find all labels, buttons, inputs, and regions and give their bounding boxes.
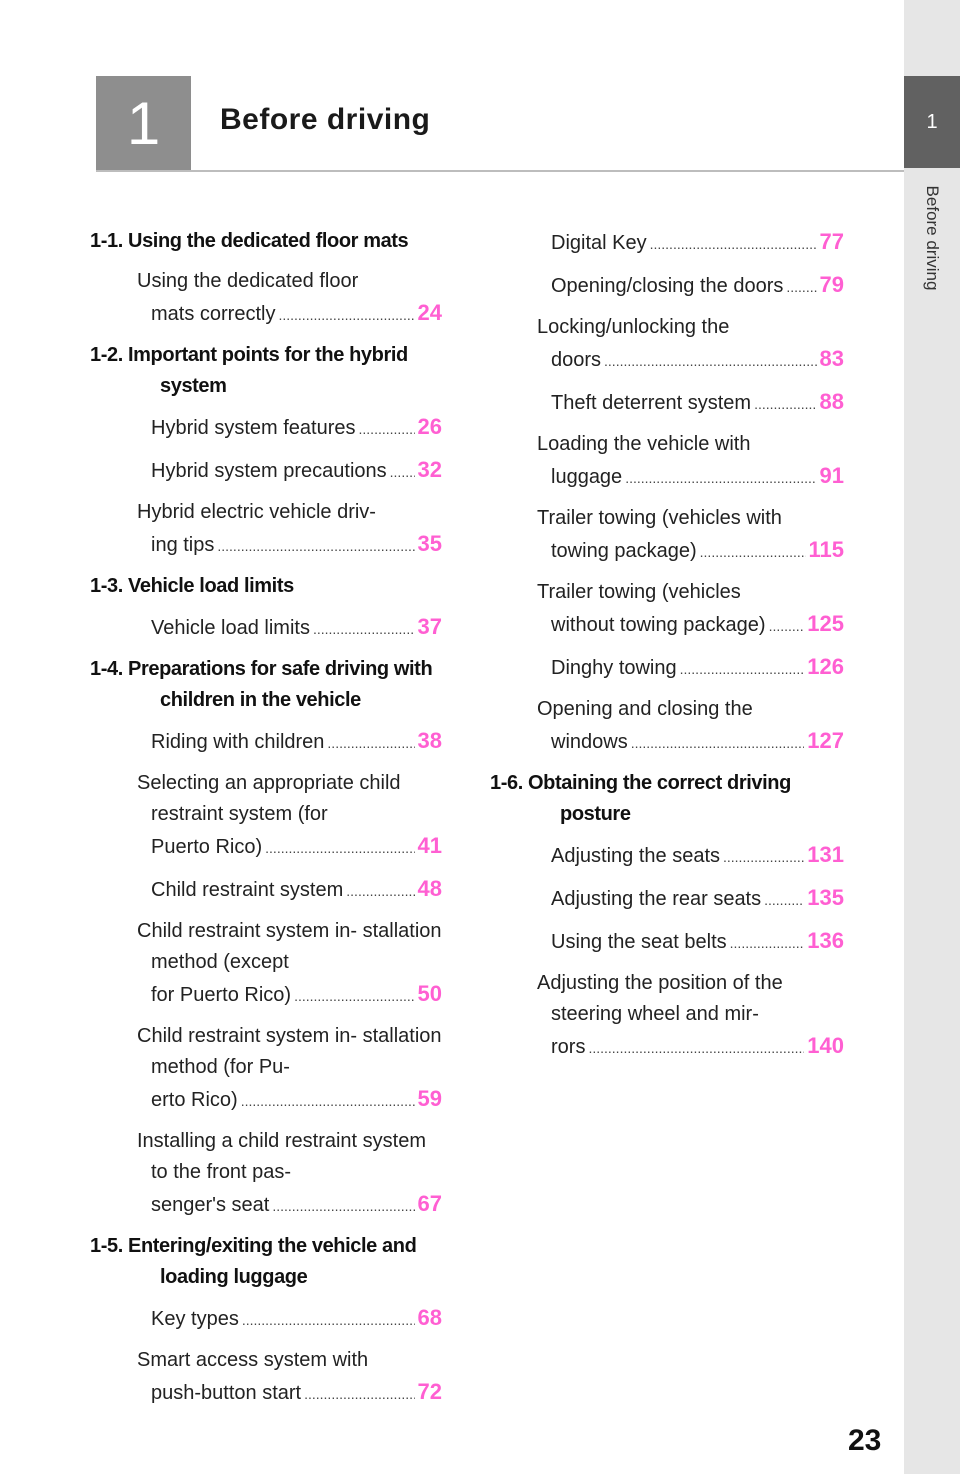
toc-page-link[interactable]: 125 — [807, 611, 844, 636]
toc-entry-title: Child restraint system — [151, 879, 344, 901]
side-chapter-tab[interactable]: 1 — [904, 76, 960, 168]
toc-entry[interactable] — [537, 839, 844, 873]
toc-entry-line — [551, 725, 844, 759]
toc-entry[interactable] — [537, 386, 844, 420]
side-chapter-label: Before driving — [923, 185, 942, 291]
toc-page-link[interactable]: 37 — [417, 614, 442, 639]
toc-entry-title: Adjusting the seats — [551, 845, 720, 867]
toc-entry[interactable] — [137, 916, 442, 1012]
toc-entry[interactable] — [537, 269, 844, 303]
toc-entry-line — [551, 343, 844, 377]
toc-entry-title: mats correctly — [151, 303, 276, 325]
toc-entry-title: Hybrid system features — [151, 417, 356, 439]
toc-page-link[interactable]: 67 — [417, 1191, 442, 1216]
toc-entry[interactable] — [137, 873, 442, 907]
toc-entry-title-lead: Opening and closing the — [537, 698, 753, 720]
dot-leader — [680, 654, 805, 685]
toc-entry[interactable] — [137, 1126, 442, 1222]
toc-section-heading[interactable]: 1-5. Entering/exiting the vehicle and loading luggage — [90, 1235, 417, 1288]
toc-entry-title: erto Rico) — [151, 1089, 238, 1111]
toc-entry-title-lead: Locking/unlocking the — [537, 316, 730, 338]
toc-page-link[interactable]: 91 — [819, 463, 844, 488]
dot-leader — [625, 463, 816, 494]
toc-entry[interactable] — [537, 925, 844, 959]
toc-entry-line — [551, 226, 844, 260]
toc-entry-line — [551, 882, 844, 916]
dot-leader — [700, 537, 806, 568]
toc-entry-title-lead: Loading the vehicle with — [537, 433, 751, 455]
page-number: 23 — [848, 1424, 882, 1457]
dot-leader — [278, 300, 414, 331]
toc-entry-title: Theft deterrent system — [551, 392, 752, 414]
toc-entry-line — [151, 454, 442, 488]
toc-entry[interactable] — [137, 1345, 442, 1410]
toc-entry[interactable] — [537, 694, 844, 759]
toc-page-link[interactable]: 140 — [807, 1033, 844, 1058]
toc-entry-line — [151, 1188, 442, 1222]
toc-entry-title: without towing package) — [551, 614, 766, 636]
toc-page-link[interactable]: 126 — [807, 654, 844, 679]
toc-entry-line — [151, 528, 442, 562]
toc-entry-title-lead: Child restraint system in- stallation method (for Pu- — [137, 1025, 442, 1078]
toc-entry-line — [151, 725, 442, 759]
toc-entry-line — [551, 269, 844, 303]
toc-entry[interactable] — [137, 725, 442, 759]
toc-page-link[interactable]: 59 — [417, 1086, 442, 1111]
toc-entry[interactable] — [137, 768, 442, 864]
toc-entry-title: Dinghy towing — [551, 657, 677, 679]
toc-entry-line — [551, 460, 844, 494]
toc-entry-title-lead: Hybrid electric vehicle driv- — [137, 501, 376, 523]
chapter-title: Before driving — [220, 103, 431, 136]
toc-entry[interactable] — [137, 454, 442, 488]
dot-leader — [650, 229, 817, 260]
toc-entry[interactable] — [137, 497, 442, 562]
dot-leader — [390, 457, 415, 488]
toc-entry-title-lead: Installing a child restraint system to the front pas- — [137, 1130, 427, 1183]
toc-page-link[interactable]: 83 — [819, 346, 844, 371]
dot-leader — [764, 885, 804, 916]
toc-entry[interactable] — [537, 429, 844, 494]
dot-leader — [723, 842, 804, 873]
dot-leader — [327, 728, 414, 759]
toc-entry-title: Vehicle load limits — [151, 617, 310, 639]
toc-entry-line — [551, 608, 844, 642]
toc-entry-line — [551, 651, 844, 685]
dot-leader — [730, 928, 805, 959]
dot-leader — [769, 611, 805, 642]
toc-entry-title: senger's seat — [151, 1194, 270, 1216]
toc-entry-title: windows — [551, 731, 628, 753]
toc-entry[interactable] — [137, 1021, 442, 1117]
toc-entry-line — [151, 978, 442, 1012]
toc-right-column — [490, 226, 844, 1073]
toc-entry-title: Riding with children — [151, 731, 325, 753]
toc-entry[interactable] — [137, 1302, 442, 1336]
toc-page-link[interactable]: 136 — [807, 928, 844, 953]
toc-entry-title-lead: Adjusting the position of the steering wheel and mir- — [537, 972, 783, 1025]
toc-entry[interactable] — [537, 968, 844, 1064]
dot-leader — [604, 346, 816, 377]
dot-leader — [588, 1033, 804, 1064]
toc-entry-line — [551, 1030, 844, 1064]
toc-entry-line — [151, 873, 442, 907]
toc-entry-title: for Puerto Rico) — [151, 984, 292, 1006]
toc-entry-title: push-button start — [151, 1382, 302, 1404]
toc-entry-title: ing tips — [151, 534, 215, 556]
dot-leader — [631, 728, 805, 759]
toc-entry-line — [551, 534, 844, 568]
dot-leader — [294, 981, 414, 1012]
toc-entry[interactable] — [537, 882, 844, 916]
toc-section-heading[interactable]: 1-1. Using the dedicated floor mats — [90, 230, 409, 252]
toc-entry-line — [151, 1376, 442, 1410]
toc-entry-title-lead: Using the dedicated floor — [137, 270, 359, 292]
chapter-number-box: 1 — [96, 76, 191, 171]
toc-page-link[interactable]: 77 — [819, 229, 844, 254]
dot-leader — [272, 1191, 414, 1222]
dot-leader — [242, 1305, 415, 1336]
toc-entry-line — [551, 839, 844, 873]
dot-leader — [359, 414, 415, 445]
toc-entry-title: Key types — [151, 1308, 239, 1330]
toc-entry-title-lead: Smart access system with — [137, 1349, 369, 1371]
toc-entry[interactable] — [537, 312, 844, 377]
dot-leader — [313, 614, 415, 645]
toc-page-link[interactable]: 68 — [417, 1305, 442, 1330]
toc-entry-line — [151, 1083, 442, 1117]
toc-entry-title: Puerto Rico) — [151, 836, 263, 858]
dot-leader — [304, 1379, 414, 1410]
header-divider — [96, 170, 904, 172]
toc-entry-line — [151, 411, 442, 445]
dot-leader — [265, 833, 414, 864]
toc-entry-title-lead: Trailer towing (vehicles with — [537, 507, 782, 529]
toc-entry-title: towing package) — [551, 540, 697, 562]
toc-entry[interactable] — [537, 503, 844, 568]
toc-entry-line — [151, 297, 442, 331]
toc-entry-line — [151, 830, 442, 864]
toc-page-link[interactable]: 41 — [417, 833, 442, 858]
toc-entry[interactable] — [537, 651, 844, 685]
toc-entry-title: doors — [551, 349, 602, 371]
toc-page-link[interactable]: 48 — [417, 876, 442, 901]
toc-page-link[interactable]: 135 — [807, 885, 844, 910]
toc-page-link[interactable]: 26 — [417, 414, 442, 439]
dot-leader — [241, 1086, 415, 1117]
toc-page-link[interactable]: 88 — [819, 389, 844, 414]
toc-entry-title-lead: Trailer towing (vehicles — [537, 581, 741, 603]
toc-entry[interactable] — [537, 577, 844, 642]
toc-page-link[interactable]: 35 — [417, 531, 442, 556]
toc-entry-title-lead: Selecting an appropriate child restraint system (for — [137, 772, 401, 825]
toc-left-column — [90, 226, 442, 1419]
dot-leader — [346, 876, 414, 907]
dot-leader — [786, 272, 816, 303]
toc-entry[interactable] — [537, 226, 844, 260]
toc-section-heading[interactable]: 1-2. Important points for the hybrid system — [90, 344, 408, 397]
toc-entry[interactable] — [137, 411, 442, 445]
toc-entry-title: Opening/closing the doors — [551, 275, 784, 297]
toc-entry-title: luggage — [551, 466, 623, 488]
toc-section-heading[interactable]: 1-4. Preparations for safe driving with children in the vehicle — [90, 658, 433, 711]
toc-entry-line — [551, 925, 844, 959]
toc-page-link[interactable]: 115 — [808, 537, 844, 562]
toc-entry[interactable] — [137, 611, 442, 645]
toc-page-link[interactable]: 127 — [807, 728, 844, 753]
toc-entry-line — [151, 611, 442, 645]
dot-leader — [217, 531, 414, 562]
toc-section-heading[interactable]: 1-6. Obtaining the correct driving posture — [490, 772, 791, 825]
toc-page-link[interactable]: 50 — [417, 981, 442, 1006]
toc-page-link[interactable]: 79 — [819, 272, 844, 297]
toc-page-link[interactable]: 72 — [417, 1379, 442, 1404]
toc-entry-title: Hybrid system precautions — [151, 460, 387, 482]
toc-page-link[interactable]: 24 — [417, 300, 442, 325]
toc-entry-line — [551, 386, 844, 420]
toc-entry-title: rors — [551, 1036, 586, 1058]
toc-page-link[interactable]: 38 — [417, 728, 442, 753]
toc-entry-title-lead: Child restraint system in- stallation method (except — [137, 920, 442, 973]
toc-entry-line — [151, 1302, 442, 1336]
toc-section-heading[interactable]: 1-3. Vehicle load limits — [90, 575, 294, 597]
toc-entry-title: Adjusting the rear seats — [551, 888, 762, 910]
toc-page-link[interactable]: 131 — [807, 842, 844, 867]
toc-entry[interactable] — [137, 266, 442, 331]
toc-page-link[interactable]: 32 — [417, 457, 442, 482]
toc-entry-title: Using the seat belts — [551, 931, 727, 953]
dot-leader — [754, 389, 816, 420]
toc-entry-title: Digital Key — [551, 232, 647, 254]
